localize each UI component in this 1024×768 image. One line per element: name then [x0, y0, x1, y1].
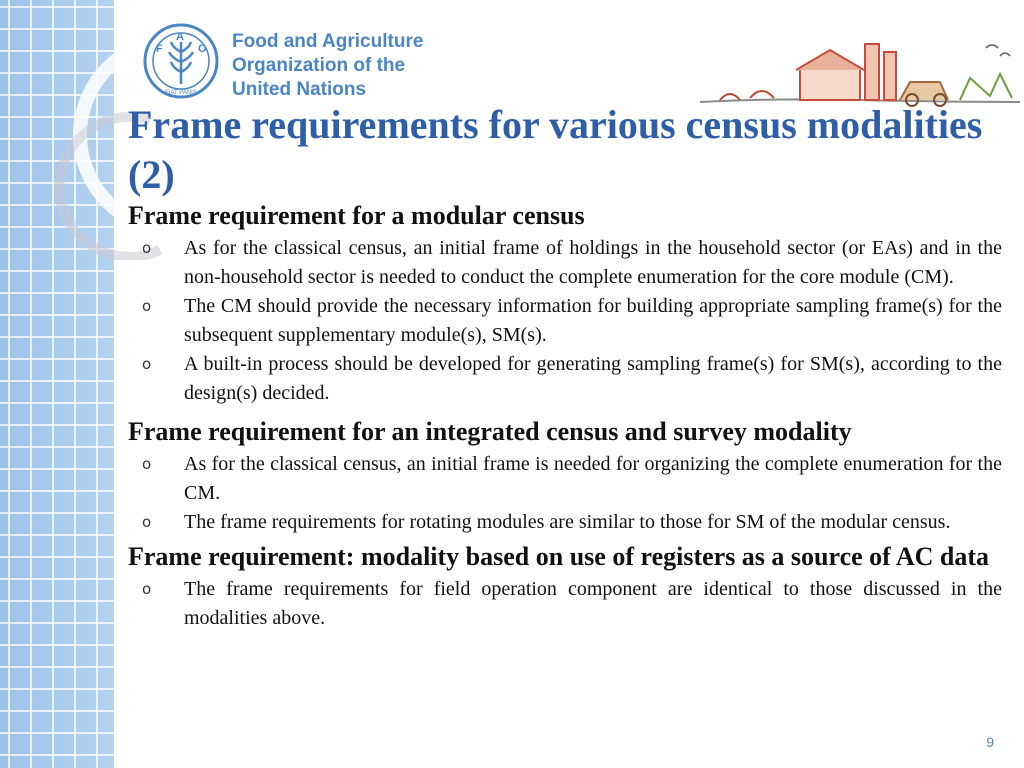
bullet-marker-icon: o: [142, 580, 152, 598]
emblem-letter-a: A: [176, 31, 184, 43]
bullet-marker-icon: o: [142, 513, 152, 531]
bullet-text: As for the classical census, an initial frame of holdings in the household sector (or EAs) and in the non-household sector is needed to conduct the complete enumeration for the core module (CM).: [184, 237, 1002, 288]
bullet-list-integrated: [128, 450, 1002, 537]
bullet-text: A built-in process should be developed for generating sampling frame(s) for SM(s), according to the design(s) decided.: [184, 353, 1002, 404]
slide-title: Frame requirements for various census modalities (2): [128, 102, 983, 197]
organization-name: Food and Agriculture Organization of the United Nations: [232, 31, 424, 100]
emblem-letter-f: F: [156, 43, 163, 55]
list-item: [128, 350, 1002, 408]
list-item: [128, 292, 1002, 350]
list-item: [128, 450, 1002, 508]
bullet-list-modular: [128, 234, 1002, 408]
bullet-marker-icon: o: [142, 239, 152, 257]
section-heading-integrated: Frame requirement for an integrated census and survey modality: [128, 417, 852, 446]
list-item: [128, 234, 1002, 292]
bullet-text: The frame requirements for field operation component are identical to those discussed in the modalities above.: [184, 578, 1002, 629]
bullet-marker-icon: o: [142, 455, 152, 473]
list-item: [128, 508, 1002, 537]
slide-content: [128, 198, 1002, 635]
section-heading-registers: Frame requirement: modality based on use of registers as a source of AC data: [128, 542, 990, 571]
bullet-marker-icon: o: [142, 355, 152, 373]
emblem-letter-o: O: [198, 43, 207, 55]
bullet-text: As for the classical census, an initial frame is needed for organizing the complete enumeration for the CM.: [184, 453, 1002, 504]
bullet-marker-icon: o: [142, 297, 152, 315]
emblem-motto: FIAT PANIS: [165, 90, 197, 96]
section-heading-modular: Frame requirement for a modular census: [128, 201, 585, 230]
bullet-list-registers: [128, 575, 1002, 633]
page-number: 9: [986, 734, 994, 750]
list-item: [128, 575, 1002, 633]
bullet-text: The CM should provide the necessary information for building appropriate sampling frame(s) for the subsequent supplementary module(s), SM(s).: [184, 295, 1002, 346]
bullet-text: The frame requirements for rotating modules are similar to those for SM of the modular census.: [184, 511, 951, 533]
fao-emblem-icon: [142, 22, 220, 100]
